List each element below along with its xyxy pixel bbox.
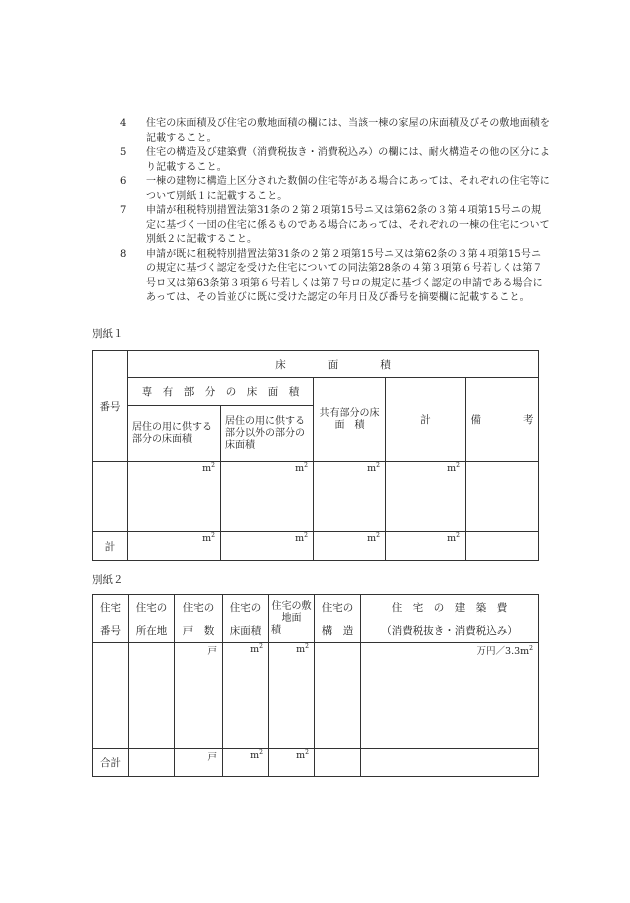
- sheet2-cell-site-area[interactable]: [269, 643, 315, 749]
- note-text: 申請が租税特別措置法第31条の２第２項第15号ニ又は第62条の３第４項第15号ニの規定に基づく一団の住宅に係るものである場合にあっては、それぞれの一棟の住宅について別紙２に記載すること。: [146, 205, 550, 245]
- note-text: 住宅の床面積及び住宅の敷地面積の欄には、当該一棟の家屋の床面積及びその敷地面積を記載すること。: [146, 118, 550, 144]
- unit-label: m: [202, 533, 212, 545]
- note-number: 5: [120, 147, 127, 158]
- sheet1-header-residential: 居住の用に供する部分の床面積: [128, 406, 221, 462]
- unit-label: m: [295, 463, 305, 475]
- sheet1-total-label: 計: [93, 532, 128, 561]
- unit-superscript: 2: [376, 462, 380, 469]
- unit-label: m: [296, 750, 306, 762]
- sheet1-table: [92, 350, 539, 561]
- sheet1-data-row: [93, 462, 539, 532]
- sheet2-total-label: 合計: [93, 749, 129, 777]
- sheet1-header-common: 共有部分の床 面 積: [314, 378, 386, 462]
- sheet2-data-row: [93, 643, 539, 749]
- sheet1-total-total[interactable]: [386, 532, 466, 561]
- header-line: 住宅: [100, 601, 121, 614]
- note-text: 一棟の建物に構造上区分された数個の住宅等がある場合にあっては、それぞれの住宅等について別紙１に記載すること。: [146, 176, 550, 202]
- unit-superscript: 2: [304, 462, 308, 469]
- sheet1-header-number: 番号: [93, 351, 128, 462]
- unit-superscript: 2: [211, 462, 215, 469]
- note-item: [118, 117, 550, 146]
- unit-label: m: [202, 463, 212, 475]
- sheet1-cell-total[interactable]: [386, 462, 466, 532]
- sheet2-header-number: [93, 595, 129, 643]
- sheet2-total-floor-area[interactable]: [223, 749, 269, 777]
- header-line: 積: [271, 624, 281, 636]
- sheet2-total-structure[interactable]: [315, 749, 361, 777]
- header-line: 住宅の敷地面: [271, 600, 312, 624]
- unit-label: m: [367, 533, 377, 545]
- sheet2-total-location[interactable]: [129, 749, 175, 777]
- sheet2-cell-construction-cost[interactable]: [361, 643, 539, 749]
- sheet2-total-site-area[interactable]: [269, 749, 315, 777]
- unit-label: m: [296, 644, 306, 656]
- note-text: 申請が既に租税特別措置法第31条の２第２項第15号ニ又は第62条の３第４項第15号ニの規定に基づく認定を受けた住宅についての同法第28条の４第３項第６号若しくは第７号ロ又は第63条第３項第６号若しくは第７号ロの規定に基づく認定の申請である場合にあっては、その旨並びに既に受けた認定の年月日及び番号を摘要欄に記載すること。: [146, 248, 543, 303]
- sheet2-header-structure: [315, 595, 361, 643]
- unit-label: 万円／3.3m: [476, 646, 530, 657]
- note-number: 4: [120, 118, 127, 129]
- note-number: 7: [120, 205, 127, 216]
- sheet1-total-remarks[interactable]: [466, 532, 539, 561]
- sheet1-title: 別紙１: [92, 328, 124, 340]
- unit-superscript: 2: [211, 532, 215, 539]
- sheet2-total-construction-cost[interactable]: [361, 749, 539, 777]
- sheet2-header-location: [129, 595, 175, 643]
- sheet1-cell-number[interactable]: [93, 462, 128, 532]
- header-line: 住宅の: [135, 601, 168, 614]
- sheet1-cell-common[interactable]: [314, 462, 386, 532]
- sheet2-cell-floor-area[interactable]: [223, 643, 269, 749]
- sheet2-cell-location[interactable]: [129, 643, 175, 749]
- header-line: 戸 数: [182, 624, 215, 637]
- unit-superscript: 2: [529, 644, 533, 652]
- unit-superscript: 2: [456, 532, 460, 539]
- note-item: [118, 146, 550, 175]
- unit-label: m: [447, 463, 457, 475]
- sheet1-total-row: [93, 532, 539, 561]
- sheet1-total-common[interactable]: [314, 532, 386, 561]
- unit-superscript: 2: [456, 462, 460, 469]
- header-line: 住宅の: [182, 601, 215, 614]
- unit-superscript: 2: [259, 749, 263, 756]
- sheet1-header-total: 計: [386, 378, 466, 462]
- sheet2-header-floor-area: [223, 595, 269, 643]
- unit-label: 戸: [207, 646, 217, 657]
- header-line: （消費税抜き・消費税込み）: [381, 624, 518, 637]
- sheet1-cell-residential[interactable]: [128, 462, 221, 532]
- sheet2-header-households: [175, 595, 223, 643]
- sheet1-cell-remarks[interactable]: [466, 462, 539, 532]
- sheet2-title: 別紙２: [92, 574, 124, 586]
- note-number: 8: [120, 248, 127, 260]
- unit-superscript: 2: [305, 749, 309, 756]
- notes-list: [118, 117, 550, 306]
- unit-label: m: [295, 533, 305, 545]
- note-text: 住宅の構造及び建築費（消費税抜き・消費税込み）の欄には、耐火構造その他の区分により記載すること。: [146, 147, 550, 173]
- unit-label: 戸: [207, 752, 217, 763]
- header-line: 番号: [100, 624, 121, 637]
- sheet2-table: [92, 594, 539, 777]
- header-line: 床面積: [229, 624, 262, 637]
- header-line: 構 造: [321, 624, 354, 637]
- sheet2-cell-structure[interactable]: [315, 643, 361, 749]
- header-line: 住 宅 の 建 築 費: [391, 601, 508, 614]
- sheet1-header-floor-area: 床 面 積: [128, 351, 539, 378]
- unit-superscript: 2: [305, 643, 309, 650]
- sheet1-header-exclusive: 専 有 部 分 の 床 面 積: [128, 378, 314, 406]
- header-line: 住宅の: [321, 601, 354, 614]
- sheet1-cell-non-residential[interactable]: [221, 462, 314, 532]
- unit-superscript: 2: [304, 532, 308, 539]
- sheet2-header-site-area: [269, 595, 315, 643]
- sheet2-cell-households[interactable]: [175, 643, 223, 749]
- note-item: [118, 175, 550, 204]
- header-line: 所在地: [135, 624, 168, 637]
- sheet2-header-construction-cost: [361, 595, 539, 643]
- sheet2-total-row: [93, 749, 539, 777]
- sheet2-cell-number[interactable]: [93, 643, 129, 749]
- note-number: 6: [120, 176, 127, 187]
- note-item: [118, 248, 550, 306]
- sheet1-total-residential[interactable]: [128, 532, 221, 561]
- sheet1-total-non-residential[interactable]: [221, 532, 314, 561]
- unit-label: m: [367, 463, 377, 475]
- unit-label: m: [447, 533, 457, 545]
- unit-superscript: 2: [376, 532, 380, 539]
- header-line: 住宅の: [229, 601, 262, 614]
- sheet2-total-households[interactable]: [175, 749, 223, 777]
- unit-label: m: [250, 750, 260, 762]
- unit-label: m: [250, 644, 260, 656]
- note-item: [118, 204, 550, 248]
- unit-superscript: 2: [259, 643, 263, 650]
- sheet1-header-non-residential: 居住の用に供する部分以外の部分の床面積: [221, 406, 314, 462]
- sheet1-header-remarks: 備 考: [466, 378, 539, 462]
